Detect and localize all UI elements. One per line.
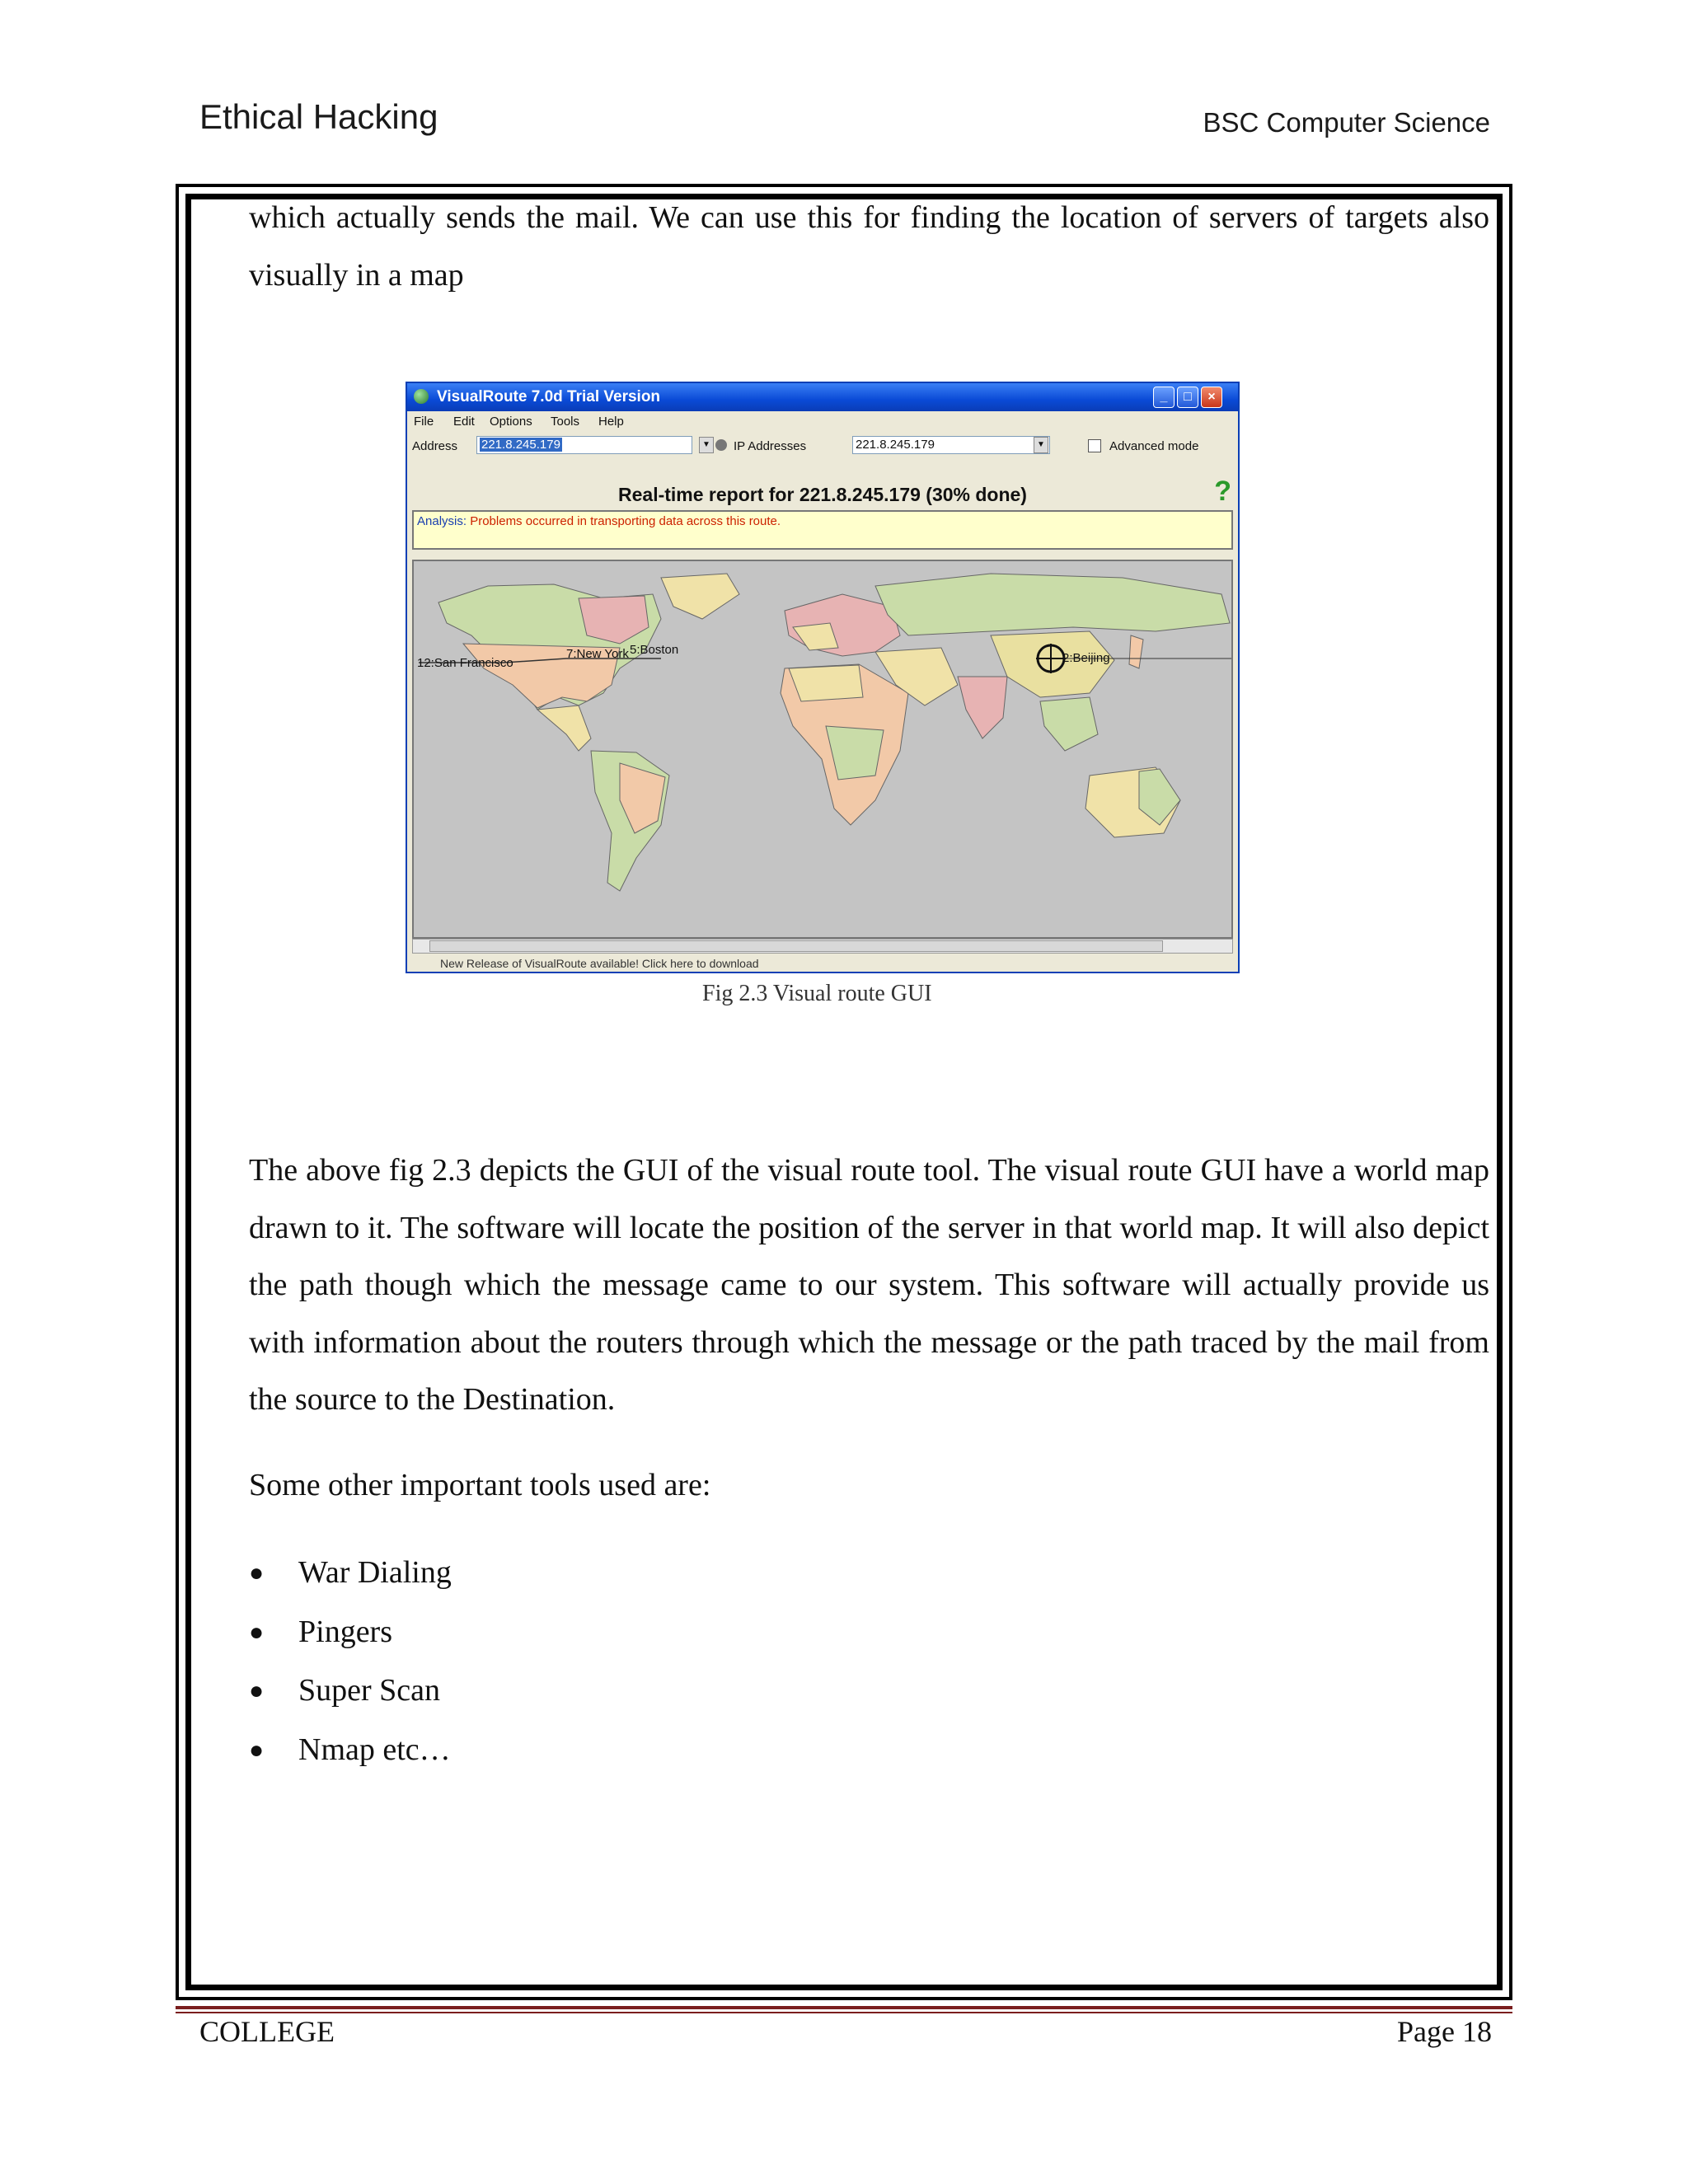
advanced-mode-label: Advanced mode bbox=[1109, 439, 1199, 453]
ip-addresses-select[interactable]: 221.8.245.179 bbox=[852, 436, 1050, 454]
horizontal-scrollbar[interactable] bbox=[412, 939, 1233, 954]
trace-go-icon[interactable] bbox=[715, 439, 727, 451]
window-titlebar bbox=[407, 383, 1238, 411]
chevron-down-icon[interactable]: ▼ bbox=[699, 437, 714, 453]
list-item: ● Pingers bbox=[249, 1614, 392, 1649]
menu-edit[interactable]: Edit bbox=[453, 415, 475, 429]
help-icon[interactable]: ? bbox=[1214, 476, 1231, 507]
footer-rule bbox=[176, 2006, 1512, 2009]
map-label-san-francisco: 12:San Francisco bbox=[417, 656, 513, 670]
map-central-america bbox=[537, 705, 591, 751]
menu-file[interactable]: File bbox=[414, 415, 434, 429]
maximize-icon[interactable]: □ bbox=[1177, 387, 1198, 408]
header-subtitle: BSC Computer Science bbox=[1203, 107, 1490, 138]
window-title: VisualRoute 7.0d Trial Version bbox=[437, 388, 661, 405]
address-input[interactable]: 221.8.245.179 bbox=[476, 436, 692, 454]
analysis-text: Problems occurred in transporting data across this route. bbox=[470, 514, 781, 528]
app-globe-icon bbox=[414, 389, 429, 404]
visualroute-window bbox=[406, 382, 1240, 973]
menu-options[interactable]: Options bbox=[490, 415, 532, 429]
figure-caption: Fig 2.3 Visual route GUI bbox=[702, 981, 932, 1006]
header-title: Ethical Hacking bbox=[199, 97, 438, 136]
footer-college: COLLEGE bbox=[199, 2015, 335, 2048]
menu-tools[interactable]: Tools bbox=[551, 415, 580, 429]
world-map[interactable] bbox=[412, 560, 1233, 939]
intro-paragraph: which actually sends the mail. We can use this for finding the location of servers of targets also visually in a map bbox=[249, 200, 1489, 293]
menu-help[interactable]: Help bbox=[598, 415, 624, 429]
map-africa-north bbox=[789, 665, 863, 701]
list-item: ● Super Scan bbox=[249, 1673, 441, 1708]
map-europe-west bbox=[793, 623, 838, 650]
report-heading: Real-time report for 221.8.245.179 (30% done) bbox=[618, 484, 1027, 505]
address-row bbox=[407, 433, 1238, 459]
map-southeast-asia bbox=[1040, 697, 1098, 751]
close-icon[interactable]: × bbox=[1201, 387, 1222, 408]
map-russia bbox=[875, 574, 1230, 635]
advanced-mode-checkbox[interactable] bbox=[1088, 439, 1101, 452]
status-bar bbox=[407, 955, 1238, 973]
menu-bar bbox=[407, 411, 1238, 431]
map-japan bbox=[1129, 635, 1143, 668]
map-label-boston: 5:Boston bbox=[630, 643, 679, 657]
list-item: ● War Dialing bbox=[249, 1555, 452, 1590]
minimize-icon[interactable]: _ bbox=[1153, 387, 1175, 408]
chevron-down-icon[interactable]: ▼ bbox=[1034, 437, 1048, 453]
page-number: Page 18 bbox=[1397, 2015, 1492, 2048]
analysis-key: Analysis: bbox=[417, 514, 467, 528]
map-label-new-york: 7:New York bbox=[566, 647, 629, 661]
tools-intro: Some other important tools used are: bbox=[249, 1468, 711, 1502]
ip-addresses-label: IP Addresses bbox=[734, 439, 807, 453]
status-text[interactable]: New Release of VisualRoute available! Click here to download bbox=[440, 957, 759, 968]
tools-list bbox=[249, 1544, 452, 1779]
analysis-panel bbox=[412, 510, 1233, 550]
footer-rule-thin bbox=[176, 2012, 1512, 2013]
list-item: ● Nmap etc… bbox=[249, 1732, 451, 1767]
scrollbar-thumb[interactable] bbox=[429, 940, 1163, 952]
map-label-beijing: 2:Beijing bbox=[1062, 651, 1110, 665]
map-india bbox=[958, 677, 1007, 738]
address-label: Address bbox=[412, 439, 458, 453]
map-greenland bbox=[661, 574, 739, 619]
description-paragraph: The above fig 2.3 depicts the GUI of the visual route tool. The visual route GUI have a world map drawn to it. The software will locate the position of the server in that world map. It will also depict the path though which the message came to our system. This software will actually provide us with information about the routers through which the message or the path traced by the mail from the source to the Destination. bbox=[249, 1153, 1489, 1417]
